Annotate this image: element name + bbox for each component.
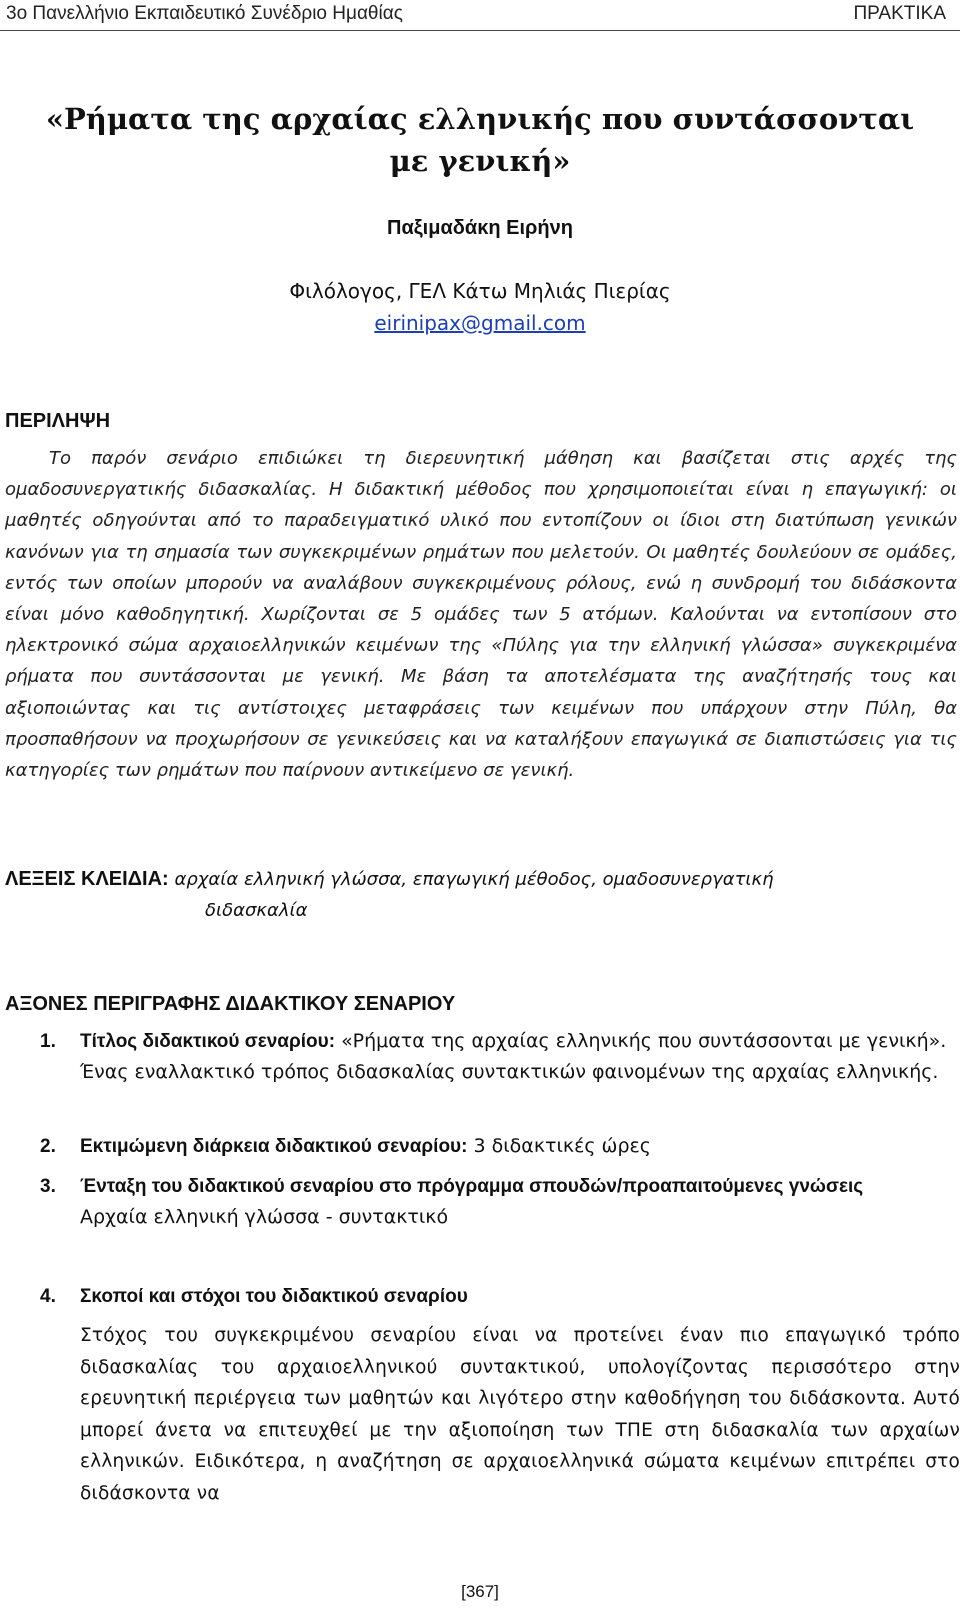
axis-item-number: 1.	[40, 1031, 56, 1052]
paper-title-line1: «Ρήματα της αρχαίας ελληνικής που συντάσσονται	[45, 102, 915, 136]
axis-item-label: Σκοποί και στόχοι του διδακτικού σεναρίου	[80, 1286, 468, 1307]
author-affiliation: Φιλόλογος, ΓΕΛ Κάτω Μηλιάς Πιερίας	[289, 279, 671, 303]
page-header	[0, 0, 960, 31]
section-label: ΠΡΑΚΤΙΚΑ	[853, 3, 946, 24]
axis-item-label: Τίτλος διδακτικού σεναρίου:	[80, 1031, 336, 1052]
axis-item-4	[40, 1281, 960, 1509]
axis-item-content	[80, 1131, 960, 1162]
abstract-body	[5, 443, 957, 786]
axis-item-number: 4.	[40, 1286, 56, 1307]
author-email-row	[0, 311, 960, 335]
axis-item-text: 3 διδακτικές ώρες	[473, 1135, 651, 1157]
abstract-heading: ΠΕΡΙΛΗΨΗ	[5, 410, 111, 432]
axes-heading: ΑΞΟΝΕΣ ΠΕΡΙΓΡΑΦΗΣ ΔΙΔΑΚΤΙΚΟΥ ΣΕΝΑΡΙΟΥ	[5, 993, 456, 1015]
abstract-text: Το παρόν σενάριο επιδιώκει τη διερευνητική μάθηση και βασίζεται στις αρχές της ομαδοσυνεργατικής διδασκαλίας. Η διδακτική μέθοδος που χρησιμοποιείται είναι η επαγωγική: οι μαθητές οδηγούνται από το παραδειγματικό υλικό που εντοπίζουν οι ίδιοι στη διατύπωση γενικών κανόνων για τη σημασία των συγκεκριμένων ρημάτων που μελετούν. Οι μαθητές δουλεύουν σε ομάδες, εντός των οποίων μπορούν να αναλάβουν συγκεκριμένους ρόλους, ενώ η συνδρομή του διδάσκοντα είναι μόνο καθοδηγητική. Χωρίζονται σε 5 ομάδες των 5 ατόμων. Καλούνται να εντοπίσουν στο ηλεκτρονικό σώμα αρχαιοελληνικών κειμένων της «Πύλης για την ελληνική γλώσσα» συγκεκριμένα ρήματα που συντάσσονται με γενική. Με βάση τα αποτελέσματα της αναζήτησής τους και αξιοποιώντας και τις αντίστοιχες μεταφράσεις των κειμένων που υπάρχουν στην Πύλη, θα προσπαθήσουν να προχωρήσουν σε γενικεύσεις και να καταλήξουν επαγωγικά σε διαπιστώσεις για τις κατηγορίες των ρημάτων που παίρνουν αντικείμενο σε γενική.	[5, 448, 957, 782]
axis-item-content	[80, 1026, 960, 1088]
keywords-text-line1: αρχαία ελληνική γλώσσα, επαγωγική μέθοδος, ομαδοσυνεργατική	[174, 869, 774, 890]
author-name: Παξιμαδάκη Ειρήνη	[387, 217, 573, 239]
axis-item-text: «Ρήματα της αρχαίας ελληνικής που συντάσσονται με γενική». Ένας εναλλακτικό τρόπος διδασκαλίας συντακτικών φαινομένων της αρχαίας ελληνικής.	[80, 1030, 947, 1083]
axis-item-label: Ένταξη του διδακτικού σεναρίου στο πρόγραμμα σπουδών/προαπαιτούμενες γνώσεις	[80, 1176, 864, 1197]
keywords-label: ΛΕΞΕΙΣ ΚΛΕΙΔΙΑ:	[5, 868, 169, 890]
axis-item-number: 3.	[40, 1176, 56, 1197]
axis-item-content	[80, 1281, 960, 1509]
axis-item-2	[40, 1131, 960, 1162]
paper-title-line2: με γενική»	[389, 144, 571, 178]
axis-item-text: Αρχαία ελληνική γλώσσα - συντακτικό	[80, 1206, 449, 1228]
axis-item-3	[40, 1171, 960, 1233]
axis-item-1	[40, 1026, 960, 1088]
axis-item-text: Στόχος του συγκεκριμένου σεναρίου είναι να προτείνει έναν πιο επαγωγικό τρόπο διδασκαλίας του αρχαιοελληνικού συντακτικού, υπολογίζοντας περισσότερο στην ερευνητική περιέργεια των μαθητών και λιγότερο στην καθοδήγηση του διδάσκοντα. Αυτό μπορεί άνετα να επιτευχθεί με την αξιοποίηση των ΤΠΕ στη διδασκαλία των αρχαίων ελληνικών. Ειδικότερα, η αναζήτηση σε αρχαιοελληνικά σώματα κειμένων επιτρέπει στο διδάσκοντα να	[80, 1325, 960, 1504]
keywords	[5, 864, 774, 926]
author-email-link[interactable]: eirinipax@gmail.com	[374, 311, 586, 335]
axis-item-number: 2.	[40, 1136, 56, 1157]
conference-name: 3ο Πανελλήνιο Εκπαιδευτικό Συνέδριο Ημαθίας	[6, 3, 403, 24]
page-number: [367]	[461, 1582, 499, 1601]
axis-item-content	[80, 1171, 960, 1233]
axis-item-label: Εκτιμώμενη διάρκεια διδακτικού σεναρίου:	[80, 1136, 468, 1157]
paper-title	[40, 98, 920, 182]
keywords-text-line2: διδασκαλία	[205, 900, 308, 921]
